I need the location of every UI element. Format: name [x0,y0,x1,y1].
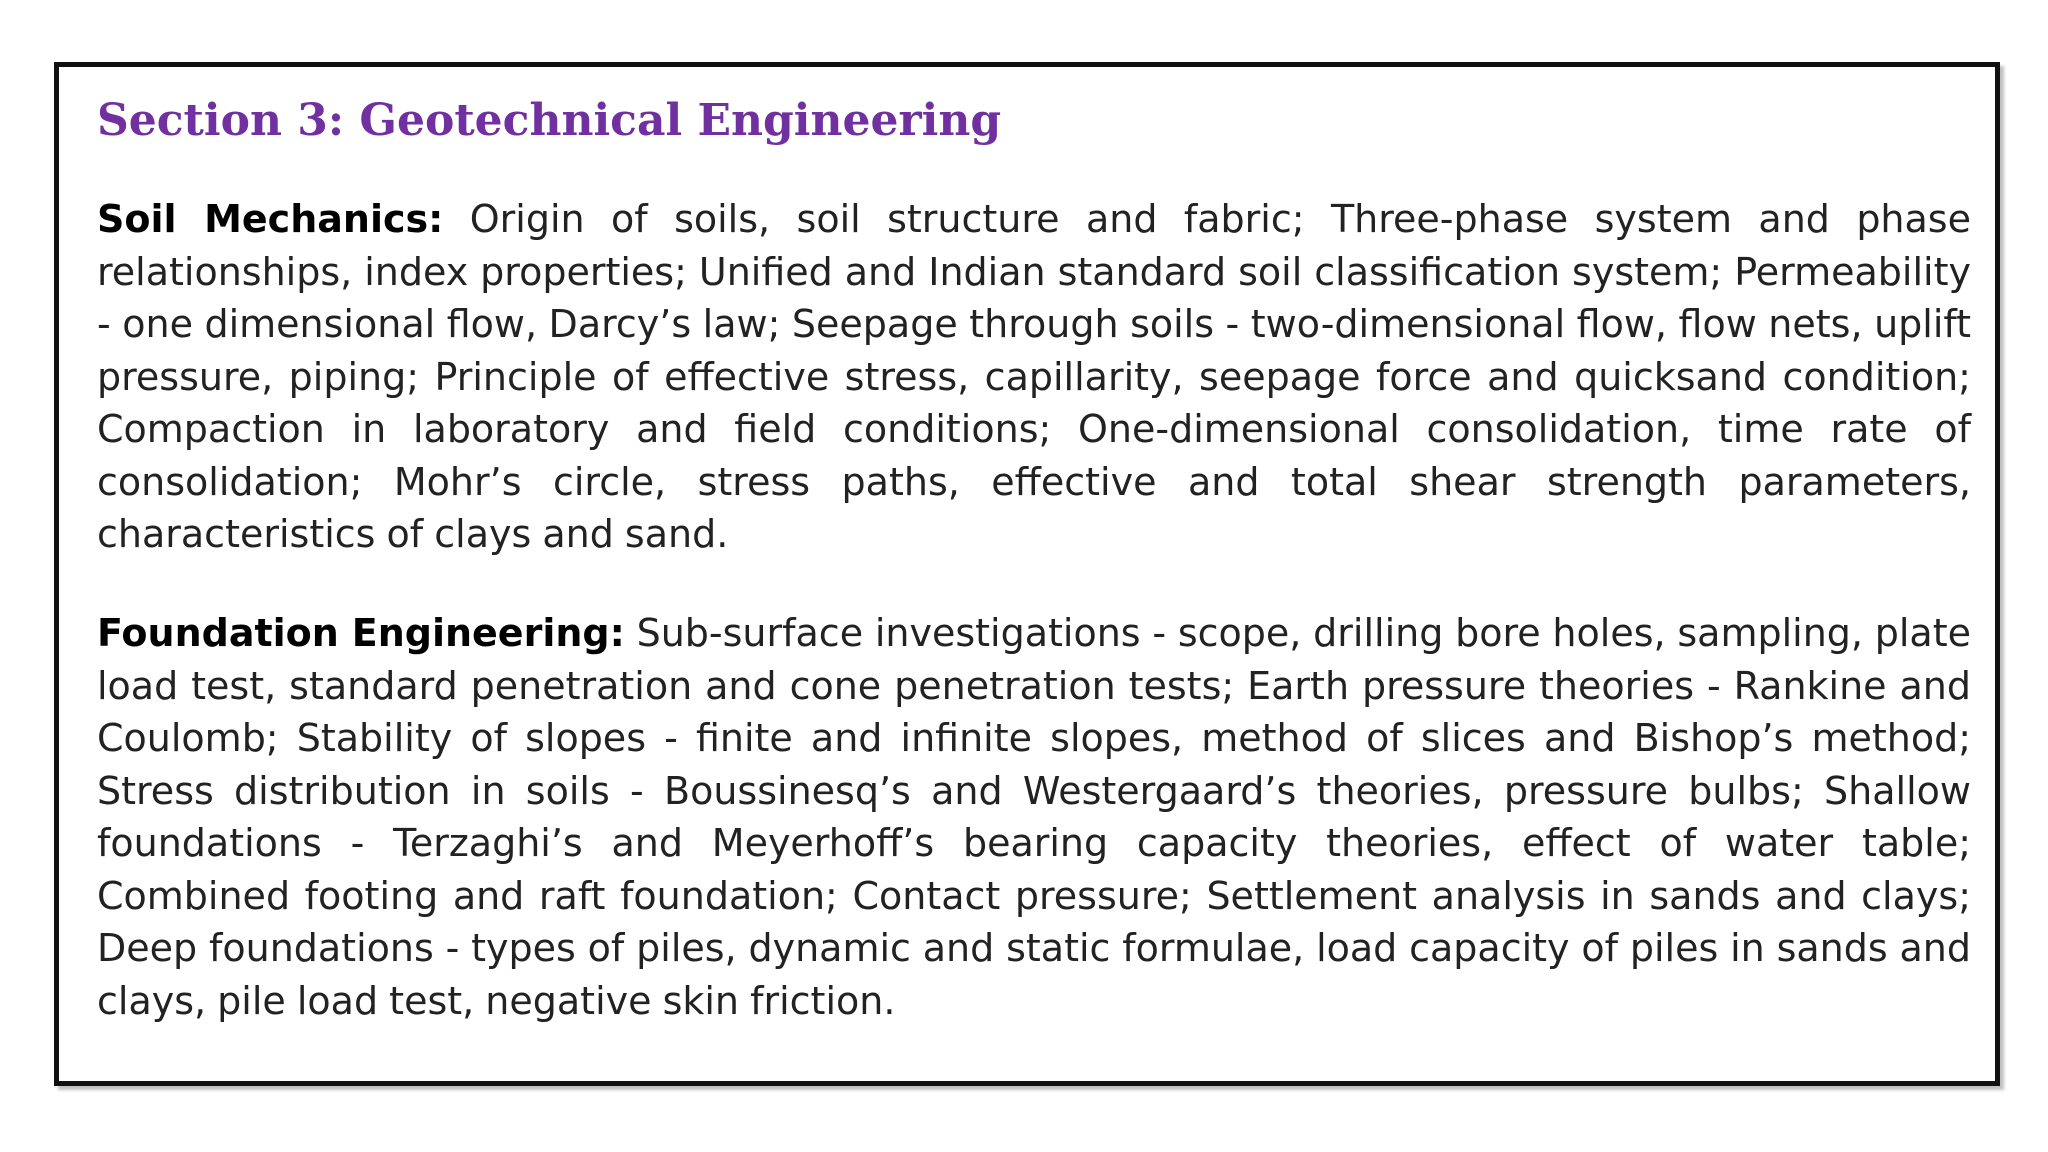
foundation-engineering-text: Sub-surface investigations - scope, drilling bore holes, sampling, plate load test, standard penetration and cone penetration tests; Earth pressure theories - Rankine and Coulomb; Stability of slopes - finite and infinite slopes, method of slices and Bishop’s method; Stress distribution in soils - Boussinesq’s and Westergaard’s theories, pressure bulbs; Shallow foundations - Terzaghi’s and Meyerhoff’s bearing capacity theories, effect of water table; Combined footing and raft foundation; Contact pressure; Settlement analysis in sands and clays; Deep foundations - types of piles, dynamic and static formulae, load capacity of piles in sands and clays, pile load test, negative skin friction. [97,611,1971,1023]
foundation-engineering-heading: Foundation Engineering: [97,611,625,655]
syllabus-box [54,62,2000,1086]
soil-mechanics-text: Origin of soils, soil structure and fabric; Three-phase system and phase relationships, index properties; Unified and Indian standard soil classification system; Permeability - one dimensional flow, Darcy’s law; Seepage through soils - two-dimensional flow, flow nets, uplift pressure, piping; Principle of effective stress, capillarity, seepage force and quicksand condition; Compaction in laboratory and field conditions; One-dimensional consolidation, time rate of consolidation; Mohr’s circle, stress paths, effective and total shear strength parameters, characteristics of clays and sand. [97,197,1971,556]
soil-mechanics-heading: Soil Mechanics: [97,197,444,241]
section-title: Section 3: Geotechnical Engineering [97,95,1002,146]
soil-mechanics-paragraph [97,193,1971,561]
foundation-engineering-paragraph [97,607,1971,1027]
